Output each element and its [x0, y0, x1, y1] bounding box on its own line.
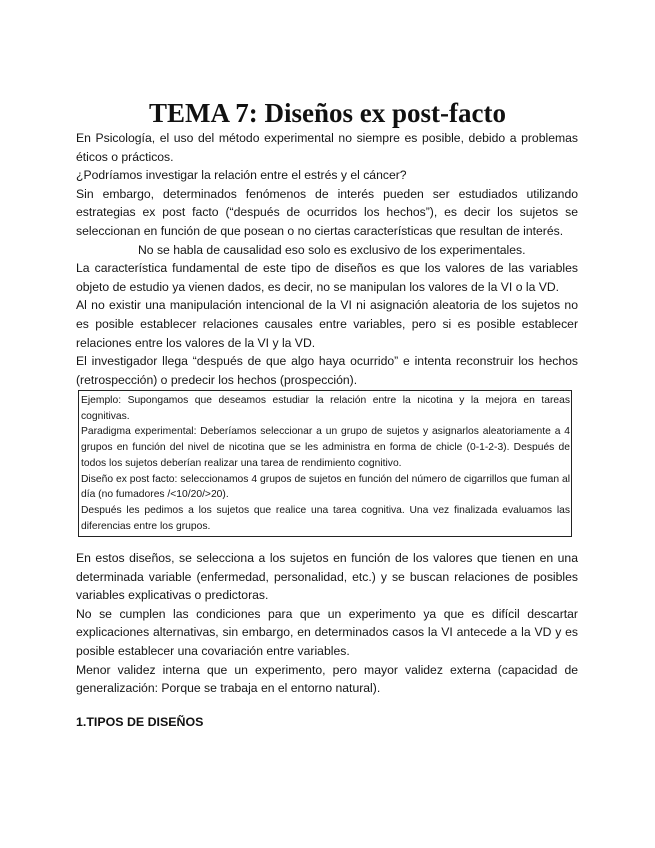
- intro-section: [76, 129, 578, 389]
- example-line: Diseño ex post facto: seleccionamos 4 grupos de sujetos en función del número de cigarrillos que fuman al día (no fumadores /<10/20/>20).: [81, 473, 570, 501]
- paragraph: Al no existir una manipulación intencional de la VI ni asignación aleatoria de los sujetos no es posible establecer relaciones causales entre variables, pero si es posible establecer relaciones entre los valores de la VI y la VD.: [76, 298, 578, 350]
- paragraph: En Psicología, el uso del método experimental no siempre es posible, debido a problemas éticos o prácticos.: [76, 131, 578, 164]
- paragraph: No se cumplen las condiciones para que un experimento ya que es difícil descartar explicaciones alternativas, sin embargo, en determinados casos la VI antecede a la VD y es posible establecer una covariación entre variables.: [76, 606, 578, 658]
- example-box: [78, 390, 572, 537]
- paragraph: Sin embargo, determinados fenómenos de interés pueden ser estudiados utilizando estrategias ex post facto (“después de ocurridos los hechos”), es decir los sujetos se seleccionan en función de que posean o no ciertas características que resultan de interés.: [76, 186, 578, 238]
- example-line: Ejemplo: Supongamos que deseamos estudiar la relación entre la nicotina y la mejora en tareas cognitivas.: [81, 395, 570, 422]
- example-line: Paradigma experimental: Deberíamos seleccionar a un grupo de sujetos y asignarlos aleatoriamente a 4 grupos en función del nivel de nicotina que se les administra en forma de chicle (0-1-2-3). Después de todos los sujetos deberían realizar una tarea de rendimiento cognitivo.: [81, 426, 570, 469]
- page-title: TEMA 7: Diseños ex post-facto: [149, 98, 506, 129]
- paragraph: El investigador llega “después de que algo haya ocurrido” e intenta reconstruir los hechos (retrospección) o predecir los hechos (prospección).: [76, 354, 578, 387]
- paragraph: ¿Podríamos investigar la relación entre el estrés y el cáncer?: [76, 168, 407, 183]
- section-heading: 1.TIPOS DE DISEÑOS: [76, 715, 204, 730]
- paragraph: La característica fundamental de este tipo de diseños es que los valores de las variables objeto de estudio ya vienen dados, es decir, no se manipulan los valores de la VI o la VD.: [76, 261, 578, 294]
- example-line: Después les pedimos a los sujetos que realice una tarea cognitiva. Una vez finalizada evaluamos las diferencias entre los grupos.: [81, 504, 570, 532]
- indented-note: No se habla de causalidad eso solo es exclusivo de los experimentales.: [138, 242, 526, 257]
- explanation-section: [76, 549, 578, 698]
- paragraph: Menor validez interna que un experimento, pero mayor validez externa (capacidad de generalización: Porque se trabaja en el entorno natural).: [76, 662, 578, 696]
- paragraph: En estos diseños, se selecciona a los sujetos en función de los valores que tienen en una determinada variable (enfermedad, personalidad, etc.) y se buscan relaciones de posibles variables explicativas o predictoras.: [76, 551, 578, 603]
